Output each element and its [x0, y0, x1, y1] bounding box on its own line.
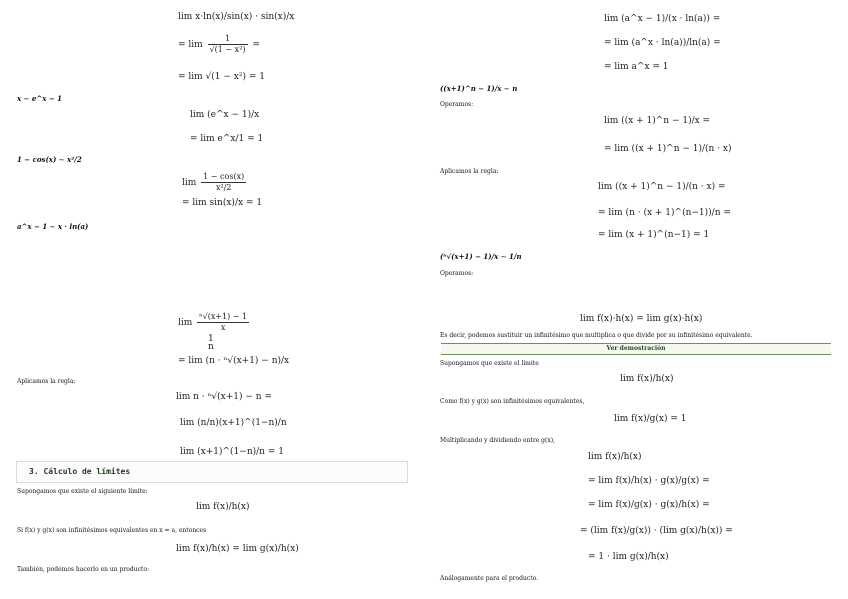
- math-line: lim ((x + 1)^n − 1)/(n · x) =: [598, 182, 726, 192]
- paragraph: Operamos:: [440, 270, 474, 277]
- math-line: lim $\frac{1 - \cos(x)}{\text{x²/2}}$: [182, 172, 245, 192]
- math-line: lim f(x)·h(x) = lim g(x)·h(x): [580, 314, 703, 324]
- equivalence-label: x ∼ e^x − 1: [17, 94, 63, 103]
- math-line: lim x·ln(x)/sin(x) · sin(x)/x: [178, 12, 295, 22]
- math-line: lim (x+1)^(1−n)/n = 1: [180, 447, 284, 457]
- math-line: = 1 · lim g(x)/h(x): [588, 552, 669, 562]
- math-line: lim ((x + 1)^n − 1)/x =: [604, 116, 711, 126]
- paragraph: Supongamos que existe el límite: [440, 360, 539, 367]
- left-column: [0, 0, 420, 599]
- equivalence-label: 1 − cos(x) ∼ x²/2: [17, 155, 82, 164]
- math-line: n: [208, 342, 214, 352]
- math-line: = lim √(1 − x²) = 1: [178, 72, 265, 82]
- math-line: = lim $\frac{1}{\text{√(1 − x²)}}$ =: [178, 34, 260, 54]
- apply-rule-text: Aplicamos la regla:: [17, 378, 76, 385]
- math-line: lim n · ⁿ√(x+1) − n =: [176, 392, 272, 402]
- paragraph: Es decir, podemos sustituir un infinitésimo que multiplica o que divide por su infinitésimo equivalente.: [440, 332, 753, 339]
- equivalence-label: ((x+1)^n − 1)/x ∼ n: [440, 84, 518, 93]
- math-line: = lim (a^x · ln(a))/ln(a) =: [604, 38, 721, 48]
- math-line: = lim (n · ⁿ√(x+1) − n)/x: [178, 356, 290, 366]
- equivalence-label: (ⁿ√(x+1) − 1)/x ∼ 1/n: [440, 252, 522, 261]
- math-line: = (lim f(x)/g(x)) · (lim g(x)/h(x)) =: [580, 526, 733, 536]
- math-line: = lim sin(x)/x = 1: [182, 198, 263, 208]
- equivalence-label: a^x − 1 ∼ x · ln(a): [17, 222, 89, 231]
- paragraph: Análogamente para el producto.: [440, 575, 539, 582]
- paragraph: Si f(x) y g(x) son infinitésimos equivalentes en x = a, entonces: [17, 527, 207, 534]
- math-line: = lim (n · (x + 1)^(n−1))/n =: [598, 208, 731, 218]
- math-line: lim (a^x − 1)/(x · ln(a)) =: [604, 14, 721, 24]
- math-line: lim f(x)/h(x) = lim g(x)/h(x): [176, 544, 299, 554]
- math-line: lim (n/n)(x+1)^(1−n)/n: [180, 418, 287, 428]
- math-line: lim f(x)/g(x) = 1: [614, 414, 687, 424]
- see-demo-toggle[interactable]: Ver demostración: [441, 343, 831, 355]
- math-line: = lim (x + 1)^(n−1) = 1: [598, 230, 710, 240]
- math-line: = lim f(x)/h(x) · g(x)/g(x) =: [588, 476, 710, 486]
- math-line: 1: [208, 334, 214, 344]
- paragraph: Supongamos que existe el siguiente límite:: [17, 488, 148, 495]
- paragraph: Como f(x) y g(x) son infinitésimos equivalentes,: [440, 398, 585, 405]
- section-title: 3. Cálculo de límites: [29, 467, 131, 476]
- math-line: lim (e^x − 1)/x: [190, 110, 260, 120]
- paragraph: Multiplicando y dividiendo entre g(x),: [440, 437, 555, 444]
- math-line: = lim e^x/1 = 1: [190, 134, 264, 144]
- math-line: lim f(x)/h(x): [196, 502, 250, 512]
- right-column: [428, 0, 848, 599]
- math-line: lim $\frac{\text{ⁿ√(x+1) − 1}}{x}$: [178, 312, 248, 332]
- math-line: lim f(x)/h(x): [620, 374, 674, 384]
- math-line: = lim a^x = 1: [604, 62, 669, 72]
- paragraph: También, podemos hacerlo en un producto:: [17, 566, 149, 573]
- math-line: lim f(x)/h(x): [588, 452, 642, 462]
- section-header: [16, 461, 408, 483]
- apply-rule-text: Aplicamos la regla:: [440, 168, 499, 175]
- math-line: = lim f(x)/g(x) · g(x)/h(x) =: [588, 500, 710, 510]
- math-line: = lim ((x + 1)^n − 1)/(n · x): [604, 144, 732, 154]
- paragraph: Operamos:: [440, 101, 474, 108]
